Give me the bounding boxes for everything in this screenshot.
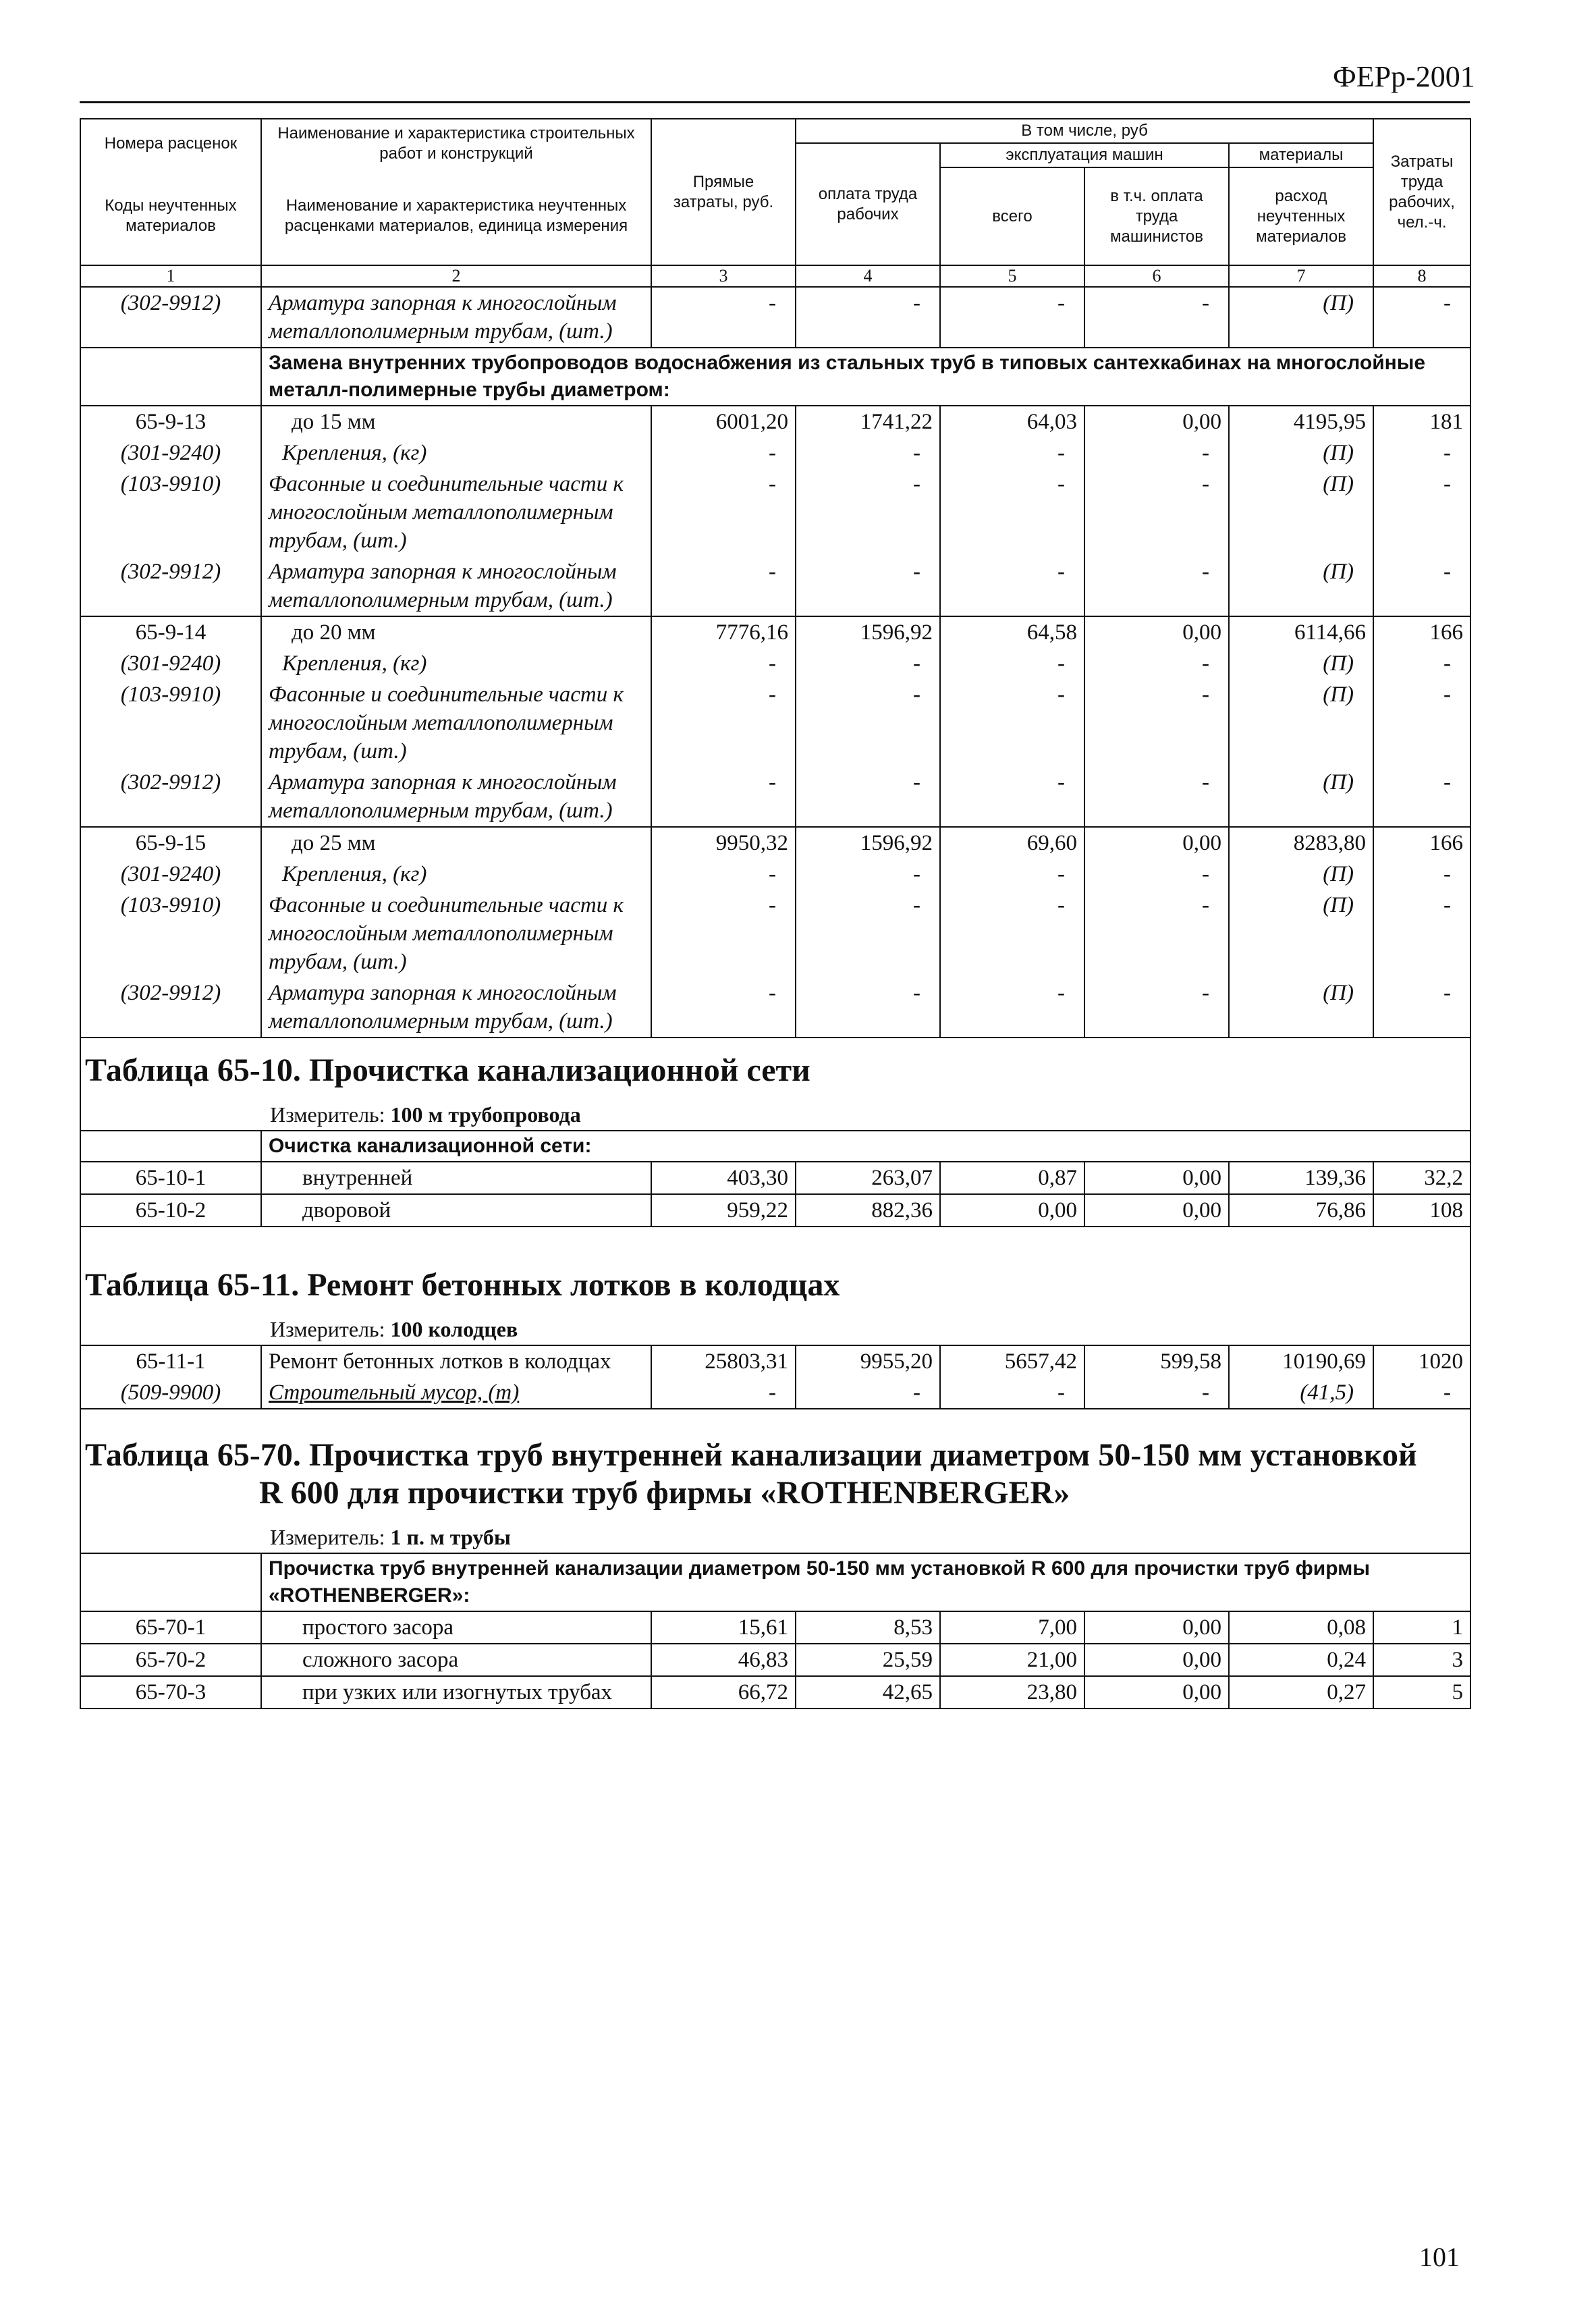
cell: (П)	[1229, 679, 1373, 767]
header-materials-use: расход неучтенных материалов	[1229, 167, 1373, 265]
header-materials: материалы	[1229, 143, 1373, 167]
rate-name: Ремонт бетонных лотков в колодцах	[261, 1345, 651, 1377]
cell: -	[940, 977, 1084, 1038]
rate-name: до 20 мм	[261, 616, 651, 648]
cell: -	[796, 556, 940, 616]
cell: 599,58	[1084, 1345, 1229, 1377]
rate-name: дворовой	[261, 1194, 651, 1227]
cell: -	[651, 287, 796, 348]
cell: -	[1084, 437, 1229, 468]
header-wages: оплата труда рабочих	[796, 143, 940, 265]
material-code: (103-9910)	[80, 890, 261, 977]
cell: 0,00	[940, 1194, 1084, 1227]
material-code: (301-9240)	[80, 859, 261, 890]
cell: -	[940, 1377, 1084, 1409]
header-name-top: Наименование и характеристика строительных работ и конструкций	[261, 119, 651, 167]
cell: 1596,92	[796, 827, 940, 859]
header-name-bottom: Наименование и характеристика неучтенных расценками материалов, единица измерения	[261, 167, 651, 265]
cell: 882,36	[796, 1194, 940, 1227]
cell: 10190,69	[1229, 1345, 1373, 1377]
cell: -	[651, 437, 796, 468]
cell: -	[1373, 287, 1470, 348]
cell: -	[1084, 767, 1229, 827]
table-row	[80, 1162, 1470, 1194]
cell: 1020	[1373, 1345, 1470, 1377]
material-code: (301-9240)	[80, 437, 261, 468]
material-name: Арматура запорная к многослойным металлополимерным трубам, (шт.)	[261, 977, 651, 1038]
cell: -	[1373, 468, 1470, 556]
measure-label: Измеритель:	[270, 1525, 385, 1549]
measure	[80, 1099, 1470, 1131]
measure-label: Измеритель:	[270, 1102, 385, 1127]
material-code: (509-9900)	[80, 1377, 261, 1409]
section-title: Замена внутренних трубопроводов водоснабжения из стальных труб в типовых сантехкабинах на многослойные металл-полимерные трубы диаметром:	[261, 348, 1470, 406]
cell: -	[796, 648, 940, 679]
material-code: (301-9240)	[80, 648, 261, 679]
col-num: 1	[80, 265, 261, 287]
cell: -	[940, 648, 1084, 679]
cell: 42,65	[796, 1676, 940, 1709]
cell: 0,08	[1229, 1611, 1373, 1644]
cell: -	[651, 556, 796, 616]
col-num: 2	[261, 265, 651, 287]
cell: -	[796, 859, 940, 890]
table-row	[80, 437, 1470, 468]
table-row	[80, 287, 1470, 348]
cell: -	[1084, 556, 1229, 616]
cell: (П)	[1229, 437, 1373, 468]
col-num: 4	[796, 265, 940, 287]
cell: -	[651, 890, 796, 977]
section-title: Очистка канализационной сети:	[261, 1131, 1470, 1162]
cell: (П)	[1229, 648, 1373, 679]
cell: -	[1373, 890, 1470, 977]
measure	[80, 1314, 1470, 1345]
cell: -	[796, 977, 940, 1038]
section-title: Прочистка труб внутренней канализации диаметром 50-150 мм установкой R 600 для прочистки труб фирмы «ROTHENBERGER»:	[261, 1553, 1470, 1611]
table-title: Таблица 65-11. Ремонт бетонных лотков в колодцах	[80, 1227, 1470, 1314]
cell: 21,00	[940, 1644, 1084, 1676]
measure-value: 1 п. м трубы	[390, 1525, 511, 1549]
material-name: Крепления, (кг)	[261, 859, 651, 890]
table-row	[80, 468, 1470, 556]
table-row	[80, 406, 1470, 437]
cell: 5657,42	[940, 1345, 1084, 1377]
material-code: (302-9912)	[80, 767, 261, 827]
header-codes-top: Номера расценок	[80, 119, 261, 167]
col-num: 6	[1084, 265, 1229, 287]
rate-name: сложного засора	[261, 1644, 651, 1676]
measure-row	[80, 1099, 1470, 1131]
empty-cell	[80, 1553, 261, 1611]
cell: -	[940, 556, 1084, 616]
cell: -	[651, 977, 796, 1038]
table-row	[80, 1194, 1470, 1227]
cell: -	[940, 468, 1084, 556]
cell: 9955,20	[796, 1345, 940, 1377]
material-code: (302-9912)	[80, 556, 261, 616]
price-table	[80, 118, 1471, 1709]
cell: -	[1373, 767, 1470, 827]
cell: 7,00	[940, 1611, 1084, 1644]
cell: (П)	[1229, 556, 1373, 616]
cell: 181	[1373, 406, 1470, 437]
cell: 108	[1373, 1194, 1470, 1227]
material-name: Строительный мусор, (т)	[261, 1377, 651, 1409]
cell: -	[1373, 437, 1470, 468]
cell: -	[940, 767, 1084, 827]
table-row	[80, 1377, 1470, 1409]
cell: 139,36	[1229, 1162, 1373, 1194]
cell: 0,00	[1084, 616, 1229, 648]
cell: -	[940, 679, 1084, 767]
measure-row	[80, 1522, 1470, 1553]
cell: -	[1373, 1377, 1470, 1409]
cell: 0,00	[1084, 406, 1229, 437]
cell: -	[1084, 890, 1229, 977]
cell: -	[651, 648, 796, 679]
rate-code: 65-10-1	[80, 1162, 261, 1194]
material-code: (103-9910)	[80, 679, 261, 767]
cell: -	[651, 767, 796, 827]
cell: -	[1084, 859, 1229, 890]
cell: 7776,16	[651, 616, 796, 648]
cell: 6114,66	[1229, 616, 1373, 648]
material-name: Крепления, (кг)	[261, 648, 651, 679]
cell: 4195,95	[1229, 406, 1373, 437]
section-row	[80, 348, 1470, 406]
material-name: Фасонные и соединительные части к многослойным металлополимерным трубам, (шт.)	[261, 890, 651, 977]
rate-name: внутренней	[261, 1162, 651, 1194]
material-code: (302-9912)	[80, 287, 261, 348]
material-name: Арматура запорная к многослойным металлополимерным трубам, (шт.)	[261, 287, 651, 348]
cell: 32,2	[1373, 1162, 1470, 1194]
table-header-row	[80, 119, 1470, 143]
cell: 403,30	[651, 1162, 796, 1194]
cell: -	[940, 859, 1084, 890]
header-machines: эксплуатация машин	[940, 143, 1229, 167]
material-name: Фасонные и соединительные части к многослойным металлополимерным трубам, (шт.)	[261, 468, 651, 556]
header-direct-costs: Прямые затраты, руб.	[651, 119, 796, 265]
measure-label: Измеритель:	[270, 1317, 385, 1341]
col-num: 5	[940, 265, 1084, 287]
cell: -	[651, 468, 796, 556]
cell: -	[1084, 468, 1229, 556]
table-title-line: R 600 для прочистки труб фирмы «ROTHENBERGER»	[259, 1475, 1070, 1511]
table-row	[80, 859, 1470, 890]
cell: 23,80	[940, 1676, 1084, 1709]
material-name: Арматура запорная к многослойным металлополимерным трубам, (шт.)	[261, 556, 651, 616]
col-num: 7	[1229, 265, 1373, 287]
header-including: В том числе, руб	[796, 119, 1373, 143]
cell: 66,72	[651, 1676, 796, 1709]
table-row	[80, 1611, 1470, 1644]
header-operator-wages: в т.ч. оплата труда машинистов	[1084, 167, 1229, 265]
measure-value: 100 м трубопровода	[390, 1102, 581, 1127]
cell: -	[1373, 977, 1470, 1038]
col-num: 3	[651, 265, 796, 287]
rate-name: до 15 мм	[261, 406, 651, 437]
cell: (П)	[1229, 977, 1373, 1038]
cell: 959,22	[651, 1194, 796, 1227]
cell: 8283,80	[1229, 827, 1373, 859]
cell: 15,61	[651, 1611, 796, 1644]
table-row	[80, 1345, 1470, 1377]
material-name: Фасонные и соединительные части к многослойным металлополимерным трубам, (шт.)	[261, 679, 651, 767]
material-code: (103-9910)	[80, 468, 261, 556]
cell: -	[796, 437, 940, 468]
cell: 166	[1373, 827, 1470, 859]
cell: -	[796, 890, 940, 977]
cell: 46,83	[651, 1644, 796, 1676]
cell: 76,86	[1229, 1194, 1373, 1227]
cell: -	[1084, 679, 1229, 767]
empty-cell	[80, 348, 261, 406]
cell: -	[1084, 648, 1229, 679]
cell: -	[796, 679, 940, 767]
document-code: ФЕРр-2001	[1333, 60, 1475, 93]
table-row	[80, 556, 1470, 616]
material-code: (302-9912)	[80, 977, 261, 1038]
cell: (П)	[1229, 767, 1373, 827]
table-row	[80, 1644, 1470, 1676]
cell: -	[651, 859, 796, 890]
cell: 5	[1373, 1676, 1470, 1709]
col-num: 8	[1373, 265, 1470, 287]
rate-code: 65-9-14	[80, 616, 261, 648]
cell: 0,00	[1084, 1676, 1229, 1709]
cell: 263,07	[796, 1162, 940, 1194]
cell: 0,87	[940, 1162, 1084, 1194]
cell: -	[796, 1377, 940, 1409]
cell: 0,00	[1084, 1162, 1229, 1194]
cell: (П)	[1229, 287, 1373, 348]
table-title-line: Таблица 65-70. Прочистка труб внутренней канализации диаметром 50-150 мм установкой	[85, 1437, 1417, 1473]
rate-name: до 25 мм	[261, 827, 651, 859]
cell: 0,00	[1084, 1611, 1229, 1644]
table-row	[80, 1676, 1470, 1709]
rate-code: 65-70-1	[80, 1611, 261, 1644]
page-number: 101	[1419, 2242, 1460, 2272]
column-number-row	[80, 265, 1470, 287]
measure-value: 100 колодцев	[390, 1317, 518, 1341]
cell: -	[651, 1377, 796, 1409]
cell: 8,53	[796, 1611, 940, 1644]
cell: 1741,22	[796, 406, 940, 437]
material-name: Крепления, (кг)	[261, 437, 651, 468]
rate-code: 65-10-2	[80, 1194, 261, 1227]
header-rule	[80, 101, 1470, 103]
cell: -	[940, 890, 1084, 977]
cell: -	[651, 679, 796, 767]
cell: -	[796, 287, 940, 348]
table-row	[80, 648, 1470, 679]
cell: -	[1373, 679, 1470, 767]
cell: 0,24	[1229, 1644, 1373, 1676]
cell: 25803,31	[651, 1345, 796, 1377]
cell: (41,5)	[1229, 1377, 1373, 1409]
material-name: Арматура запорная к многослойным металлополимерным трубам, (шт.)	[261, 767, 651, 827]
cell: -	[1084, 977, 1229, 1038]
cell: -	[940, 437, 1084, 468]
cell: -	[796, 767, 940, 827]
cell: -	[1373, 859, 1470, 890]
table-title-row	[80, 1038, 1470, 1099]
cell: (П)	[1229, 890, 1373, 977]
cell: -	[796, 468, 940, 556]
header-codes-bottom: Коды неучтенных материалов	[80, 167, 261, 265]
cell: 64,03	[940, 406, 1084, 437]
rate-code: 65-11-1	[80, 1345, 261, 1377]
cell: 0,27	[1229, 1676, 1373, 1709]
cell: 166	[1373, 616, 1470, 648]
rate-name: простого засора	[261, 1611, 651, 1644]
table-row	[80, 977, 1470, 1038]
cell: 69,60	[940, 827, 1084, 859]
table-row	[80, 616, 1470, 648]
table-row	[80, 679, 1470, 767]
table-title-row	[80, 1409, 1470, 1522]
cell: (П)	[1229, 468, 1373, 556]
cell: 1	[1373, 1611, 1470, 1644]
measure-row	[80, 1314, 1470, 1345]
cell: 9950,32	[651, 827, 796, 859]
table-title: Таблица 65-10. Прочистка канализационной сети	[80, 1038, 1470, 1099]
cell: 1596,92	[796, 616, 940, 648]
empty-cell	[80, 1131, 261, 1162]
rate-code: 65-70-2	[80, 1644, 261, 1676]
cell: 3	[1373, 1644, 1470, 1676]
measure	[80, 1522, 1470, 1553]
cell: 6001,20	[651, 406, 796, 437]
cell: 0,00	[1084, 1644, 1229, 1676]
cell: -	[1084, 1377, 1229, 1409]
cell: -	[940, 287, 1084, 348]
table-title	[80, 1409, 1470, 1522]
table-row	[80, 890, 1470, 977]
cell: 64,58	[940, 616, 1084, 648]
table-row	[80, 767, 1470, 827]
cell: 0,00	[1084, 1194, 1229, 1227]
rate-code: 65-9-15	[80, 827, 261, 859]
rate-code: 65-9-13	[80, 406, 261, 437]
section-row	[80, 1131, 1470, 1162]
cell: -	[1373, 648, 1470, 679]
header-machines-total: всего	[940, 167, 1084, 265]
cell: 0,00	[1084, 827, 1229, 859]
header-labor: Затраты труда рабочих, чел.-ч.	[1373, 119, 1470, 265]
section-row	[80, 1553, 1470, 1611]
rate-code: 65-70-3	[80, 1676, 261, 1709]
rate-name: при узких или изогнутых трубах	[261, 1676, 651, 1709]
table-row	[80, 827, 1470, 859]
cell: 25,59	[796, 1644, 940, 1676]
cell: -	[1084, 287, 1229, 348]
cell: (П)	[1229, 859, 1373, 890]
cell: -	[1373, 556, 1470, 616]
table-title-row	[80, 1227, 1470, 1314]
